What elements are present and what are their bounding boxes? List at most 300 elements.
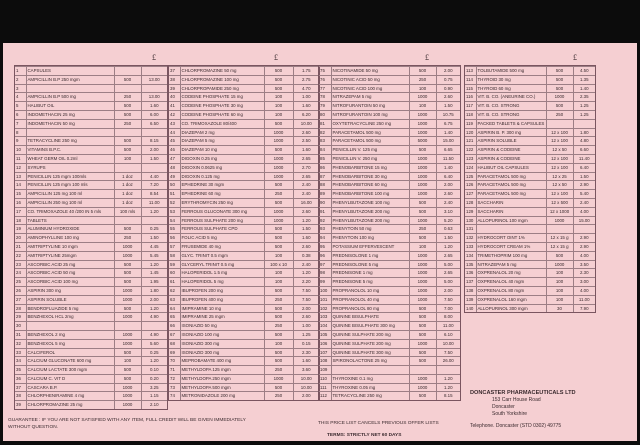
item-number: 109 (319, 366, 331, 375)
item-price: 10.00 (436, 339, 460, 348)
price-row (319, 198, 460, 207)
item-quantity: 500 (546, 102, 573, 111)
item-number: 85 (319, 154, 331, 163)
item-quantity: 500 (546, 75, 573, 84)
item-name: PENICILLIN V. 125 mg (331, 146, 409, 155)
item-number: 31 (15, 330, 26, 339)
item-quantity: 100 (264, 278, 293, 287)
price-row (15, 357, 167, 366)
item-number: 54 (169, 216, 180, 225)
item-number: 59 (169, 260, 180, 269)
item-name: FERROUS SULPHATE 200 mg (180, 216, 264, 225)
item-price: 3.60 (293, 366, 319, 375)
price-row (465, 286, 595, 295)
item-number: 9 (15, 137, 26, 146)
item-name: HYDROCORT OINT 1% (476, 234, 546, 243)
item-quantity: 500 (409, 313, 436, 322)
item-price: 1.50 (141, 154, 167, 163)
item-quantity: 500 (409, 348, 436, 357)
item-number: 130 (465, 216, 476, 225)
price-row (319, 146, 460, 155)
item-price: 2.75 (293, 75, 319, 84)
item-quantity: 500 (114, 102, 141, 111)
item-price: 15.00 (436, 137, 460, 146)
item-name: PHENYTOIN 100 mg (331, 234, 409, 243)
item-price: 8.54 (141, 190, 167, 199)
item-name: CODEINE PHOSPHATE 30 mg (180, 102, 264, 111)
price-row (169, 295, 319, 304)
price-row (15, 128, 167, 137)
item-name: ASPIRIN & CODEINE (476, 146, 546, 155)
item-quantity: 1000 (409, 163, 436, 172)
item-number: 125 (465, 172, 476, 181)
price-table (169, 66, 319, 400)
item-number: 110 (319, 374, 331, 383)
item-number: 35 (15, 366, 26, 375)
item-number: 89 (319, 190, 331, 199)
item-name: DIGOXIN 0.0625 mg (180, 163, 264, 172)
item-number: 43 (169, 119, 180, 128)
item-name: ALLOPURINOL 100 mgm (476, 216, 546, 225)
item-quantity (114, 67, 141, 76)
item-quantity: 1000 (546, 216, 573, 225)
price-row (169, 146, 319, 155)
item-name: OXYTETRACYCLINE 250 mg (331, 119, 409, 128)
item-price: 11.40 (573, 154, 595, 163)
item-number: 77 (319, 84, 331, 93)
price-row (15, 110, 167, 119)
item-number: 19 (15, 225, 26, 234)
item-name: CHLORPROMAZINE 100 mg (180, 75, 264, 84)
item-number: 3 (15, 84, 26, 93)
item-number: 23 (15, 260, 26, 269)
item-name: WHEAT GERM OIL 0.2ml (26, 154, 114, 163)
item-number: 57 (169, 242, 180, 251)
item-price: 7.50 (436, 295, 460, 304)
price-row (15, 154, 167, 163)
item-quantity: 500 (409, 357, 436, 366)
item-quantity: 250 (409, 75, 436, 84)
item-number: 76 (319, 75, 331, 84)
item-price: 1.80 (141, 286, 167, 295)
item-name: HALOPERIDOL 5 mg (180, 278, 264, 287)
item-name: TOLBUTAMIDE 500 mg (476, 67, 546, 76)
item-number: 21 (15, 242, 26, 251)
item-price: 4.50 (573, 67, 595, 76)
item-number: 99 (319, 278, 331, 287)
item-price: 2.90 (573, 181, 595, 190)
price-row (169, 225, 319, 234)
price-row (169, 383, 319, 392)
item-quantity: 250 (409, 225, 436, 234)
item-quantity (114, 216, 141, 225)
item-price: 2.20 (293, 278, 319, 287)
item-name: PARACETAMOL 500 mg (331, 137, 409, 146)
item-price: 1.50 (573, 172, 595, 181)
item-quantity: 100 (546, 269, 573, 278)
item-price: 1.25 (573, 102, 595, 111)
item-price: 1.60 (293, 357, 319, 366)
item-name: SPIRONOLACTONE 25 mg (331, 357, 409, 366)
item-quantity: 1000 (114, 313, 141, 322)
item-price: 2.65 (436, 269, 460, 278)
item-name: DIAZEPAM 2 mg (180, 128, 264, 137)
item-name: THYROID 30 mg (476, 75, 546, 84)
price-row (15, 146, 167, 155)
item-name: ERYTHROMYCIN 250 mg (180, 198, 264, 207)
price-row (169, 251, 319, 260)
item-name: NITRAZEPAM 5 mg (331, 93, 409, 102)
item-number: 81 (319, 119, 331, 128)
item-name: TETRACYCLINE 250 mg (26, 137, 114, 146)
item-name: PREDNISONE 5 mg (331, 278, 409, 287)
item-name: METHYLDOPA 250 mgm (180, 374, 264, 383)
item-quantity: 12 x 15 g (546, 242, 573, 251)
item-quantity: 1000 (409, 190, 436, 199)
item-number: 124 (465, 163, 476, 172)
item-number: 32 (15, 339, 26, 348)
item-name: CALCIFEROL (26, 348, 114, 357)
item-name: PACKED TABLETS & CAPSULES (476, 119, 546, 128)
price-row (169, 207, 319, 216)
price-row (15, 207, 167, 216)
price-row (319, 207, 460, 216)
item-price: 1.50 (293, 225, 319, 234)
item-price: 2.00 (436, 181, 460, 190)
price-row (169, 154, 319, 163)
item-price: 15.00 (573, 216, 595, 225)
item-quantity: 100 (264, 269, 293, 278)
item-price: 5.20 (436, 216, 460, 225)
item-name: INDOMETHACIN 50 mg (26, 119, 114, 128)
item-price: 6.40 (573, 163, 595, 172)
price-table (465, 66, 595, 312)
price-row (319, 374, 460, 383)
item-number: 1 (15, 67, 26, 76)
item-name: CODEINE PHOSPHATE 15 mg (180, 93, 264, 102)
item-price: 1.20 (436, 374, 460, 383)
item-name: ASPIRIN & CODEINE (476, 154, 546, 163)
item-quantity: 250 (264, 392, 293, 400)
item-number: 101 (319, 295, 331, 304)
price-row (465, 295, 595, 304)
item-name: AMITRIPTYLINE 25mgm (26, 251, 114, 260)
item-name: PENICILLIN V. 250 mg (331, 154, 409, 163)
item-number: 136 (465, 269, 476, 278)
item-quantity: 500 (114, 348, 141, 357)
item-price: 1.20 (436, 383, 460, 392)
item-price: 5.00 (436, 278, 460, 287)
item-quantity: 100 (114, 357, 141, 366)
currency-symbol: £ (573, 53, 577, 62)
price-row (465, 198, 595, 207)
item-name: AMITRIPTYLINE 10 mgm (26, 242, 114, 251)
item-number: 14 (15, 181, 26, 190)
item-number: 120 (465, 128, 476, 137)
item-quantity: 12 x 500 (546, 198, 573, 207)
item-quantity: 500 (409, 207, 436, 216)
item-price: 7.50 (293, 295, 319, 304)
item-number: 13 (15, 172, 26, 181)
item-name: CAPSULES (26, 67, 114, 76)
price-row (465, 181, 595, 190)
item-price: 2.90 (573, 242, 595, 251)
item-price: 1.20 (141, 357, 167, 366)
item-number: 5 (15, 102, 26, 111)
item-price: 1.00 (293, 93, 319, 102)
item-quantity: 100 mls (114, 207, 141, 216)
item-price: 1.15 (141, 392, 167, 401)
item-quantity: 1000 (409, 374, 436, 383)
item-price: 6.50 (141, 119, 167, 128)
item-number: 33 (15, 348, 26, 357)
item-quantity: 1000 (264, 172, 293, 181)
item-number: 17 (15, 207, 26, 216)
item-price: 1.60 (293, 234, 319, 243)
item-quantity: 500 (264, 242, 293, 251)
price-row (15, 392, 167, 401)
item-number: 40 (169, 93, 180, 102)
item-quantity (114, 322, 141, 331)
item-name: SYRUPS (26, 163, 114, 172)
item-name: CHLORPROMAZINE 50 mg (180, 67, 264, 76)
item-quantity: 500 (264, 181, 293, 190)
item-quantity: 1000 (114, 330, 141, 339)
price-row (169, 110, 319, 119)
item-number: 107 (319, 348, 331, 357)
item-name: QUININE BISULPHATE 300 mg (331, 322, 409, 331)
item-quantity: 1000 (114, 286, 141, 295)
item-number: 42 (169, 110, 180, 119)
item-price: 2.00 (141, 295, 167, 304)
item-quantity: 500 (114, 304, 141, 313)
item-number: 94 (319, 234, 331, 243)
item-number: 71 (169, 366, 180, 375)
item-name: POTASSIUM EFFERVESCENT (331, 242, 409, 251)
item-name: ISONIAZID 300 mg (180, 348, 264, 357)
price-row (465, 269, 595, 278)
item-quantity: 1000 (114, 295, 141, 304)
price-row (169, 304, 319, 313)
item-number: 11 (15, 154, 26, 163)
item-quantity: 12 x 15 g (546, 234, 573, 243)
price-row (319, 304, 460, 313)
item-name: ISONIAZID 300 mg (180, 339, 264, 348)
item-number: 95 (319, 242, 331, 251)
item-name: HALOPERIDOL 1.5 mg (180, 269, 264, 278)
price-row (15, 181, 167, 190)
item-number: 74 (169, 392, 180, 400)
company-name: DONCASTER PHARMACEUTICALS LTD (470, 390, 576, 396)
price-row (15, 374, 167, 383)
item-quantity: 500 (264, 383, 293, 392)
item-name: CASCARA B.P. (26, 383, 114, 392)
price-row (319, 119, 460, 128)
item-price: 2.30 (293, 348, 319, 357)
item-price: 7.50 (293, 286, 319, 295)
item-quantity: 500 (409, 330, 436, 339)
item-name: ASPIRIN B. P. 300 mg (476, 128, 546, 137)
item-price: 2.35 (573, 93, 595, 102)
price-row (319, 260, 460, 269)
item-name: PROPRANOLOL 40 mg (331, 295, 409, 304)
item-number: 47 (169, 154, 180, 163)
item-name: OXPRENALOL 20 mg (476, 269, 546, 278)
item-number: 70 (169, 357, 180, 366)
item-name: PHENOBARBITONE 30 mg (331, 172, 409, 181)
item-number: 45 (169, 137, 180, 146)
item-price: 7.20 (141, 181, 167, 190)
price-row (465, 234, 595, 243)
item-quantity: 1000 (409, 181, 436, 190)
item-price: 2.00 (293, 304, 319, 313)
item-quantity: 1000 (409, 251, 436, 260)
price-row (15, 102, 167, 111)
item-number: 102 (319, 304, 331, 313)
item-number: 30 (15, 322, 26, 331)
item-price: 4.90 (141, 330, 167, 339)
item-number: 115 (465, 84, 476, 93)
item-quantity: 500 (114, 260, 141, 269)
item-quantity: 1 doz (114, 198, 141, 207)
item-quantity: 1000 (546, 260, 573, 269)
item-quantity (114, 128, 141, 137)
item-name: VIT. B. CO. STRONG (476, 102, 546, 111)
item-price: 11.00 (573, 295, 595, 304)
item-quantity: 100 x 10 (264, 260, 293, 269)
item-quantity: 100 (409, 242, 436, 251)
item-number: 39 (15, 401, 26, 409)
item-name: ASPIRIN 300 mg (26, 286, 114, 295)
item-quantity: 500 (264, 225, 293, 234)
price-row (319, 154, 460, 163)
item-name: FRUSEMIDE 40 mg (180, 242, 264, 251)
item-price: 6.20 (293, 110, 319, 119)
item-name: NITROFURANTOIN 100 mg (331, 110, 409, 119)
cancels-note: THIS PRICE LIST CANCELS PREVIOUS OFFER LISTS (318, 421, 439, 426)
item-quantity: 100 (114, 154, 141, 163)
item-price: 6.40 (436, 172, 460, 181)
item-quantity: 1000 (264, 128, 293, 137)
item-number: 100 (319, 286, 331, 295)
price-row (169, 269, 319, 278)
item-name: PHENOBARBITONE 15 mg (331, 163, 409, 172)
item-number: 25 (15, 278, 26, 287)
item-price: 6.60 (573, 146, 595, 155)
price-row (169, 286, 319, 295)
item-name: PENICILLIN 125 mgm 100 mls (26, 181, 114, 190)
item-price: 1.75 (293, 67, 319, 76)
item-quantity: 12 x 50 (546, 181, 573, 190)
item-price: 2.60 (293, 242, 319, 251)
price-row (319, 84, 460, 93)
item-name (331, 366, 409, 375)
item-price: 5.45 (141, 251, 167, 260)
item-price (141, 84, 167, 93)
item-number: 93 (319, 225, 331, 234)
item-price (141, 322, 167, 331)
item-price: 1.50 (436, 234, 460, 243)
item-name: BENDROFLUAZIDE 5 mg (26, 304, 114, 313)
item-price: 2.65 (293, 154, 319, 163)
item-number: 34 (15, 357, 26, 366)
item-number: 20 (15, 234, 26, 243)
guarantee-note (8, 418, 246, 431)
price-row (15, 137, 167, 146)
item-quantity: 1000 (114, 401, 141, 409)
price-row (319, 163, 460, 172)
price-row (465, 128, 595, 137)
item-price: 11.50 (436, 154, 460, 163)
price-row (169, 119, 319, 128)
item-name: CHLORPROPAMIDE 250 mg (180, 84, 264, 93)
item-number: 87 (319, 172, 331, 181)
item-price (573, 225, 595, 234)
item-price: 1.60 (293, 146, 319, 155)
guarantee-line: GUARANTEE : IF YOU ARE NOT SATISFIED WITH ANY ITEM, FULL CREDIT WILL BE GIVEN IMMEDIATELY (8, 418, 246, 423)
item-quantity: 500 (546, 251, 573, 260)
price-row (15, 383, 167, 392)
item-quantity: 500 (409, 67, 436, 76)
item-quantity: 100 (264, 110, 293, 119)
price-row (169, 128, 319, 137)
item-name: PROPRANOLOL 10 mg (331, 286, 409, 295)
item-name: PREDNISOLONE 5 mg (331, 260, 409, 269)
item-quantity: 12 x 100 (546, 190, 573, 199)
item-price: 4.00 (573, 286, 595, 295)
price-row (319, 181, 460, 190)
price-row (319, 225, 460, 234)
price-row (465, 251, 595, 260)
item-price: 4.80 (573, 137, 595, 146)
item-number: 58 (169, 251, 180, 260)
item-price: 4.00 (573, 251, 595, 260)
price-row (169, 216, 319, 225)
item-quantity: 500 (264, 198, 293, 207)
item-name: OXPRENALOL 80 mgm (476, 286, 546, 295)
item-price: 2.00 (436, 286, 460, 295)
item-name: METHYLDOPA 125 mgm (180, 366, 264, 375)
item-name: OXPRENALOL 40 mgm (476, 278, 546, 287)
item-number: 38 (15, 392, 26, 401)
item-price: 6.65 (436, 146, 460, 155)
item-price: 6.00 (141, 110, 167, 119)
item-price: 2.65 (436, 251, 460, 260)
item-price: 1.00 (293, 322, 319, 331)
item-name: FERROUS SULPHATE CPD (180, 225, 264, 234)
item-quantity: 500 (264, 348, 293, 357)
item-name: PHENYLBUTAZONE 100 mg (331, 198, 409, 207)
item-number: 92 (319, 216, 331, 225)
item-quantity: 250 (264, 366, 293, 375)
price-row (319, 269, 460, 278)
item-number: 78 (319, 93, 331, 102)
item-number: 4 (15, 93, 26, 102)
item-price: 10.00 (293, 383, 319, 392)
item-number: 64 (169, 304, 180, 313)
item-name: PARACETAMOL 500 mg (476, 190, 546, 199)
price-row (319, 190, 460, 199)
item-number: 84 (319, 146, 331, 155)
item-name: NITRAZEPAM 5 mg (476, 260, 546, 269)
item-number: 96 (319, 251, 331, 260)
item-number: 126 (465, 181, 476, 190)
item-quantity: 1000 (114, 339, 141, 348)
item-quantity (114, 84, 141, 93)
item-quantity: 500 (264, 286, 293, 295)
item-price: 0.25 (141, 348, 167, 357)
item-name: NICOTINAMIDE 50 mg (331, 67, 409, 76)
